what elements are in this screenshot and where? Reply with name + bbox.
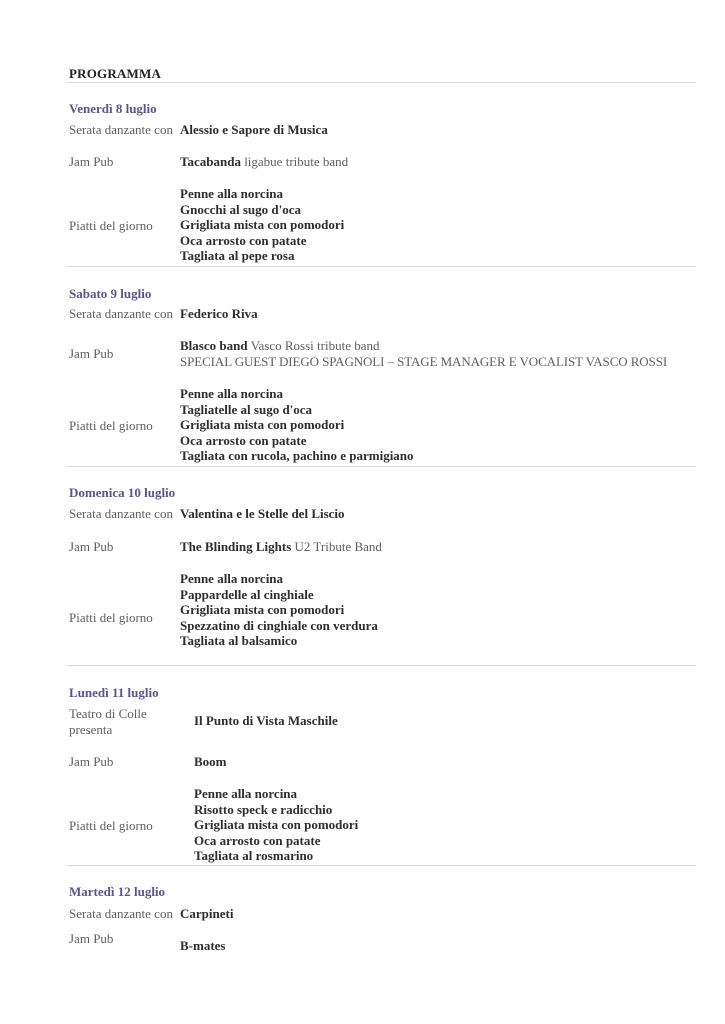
- day-4-pub-value: Boom: [194, 754, 227, 769]
- dish-item: Tagliata al rosmarino: [194, 848, 314, 864]
- day-1-date: Venerdì 8 luglio: [69, 101, 157, 116]
- day-4-theatre-label-line2: presenta: [69, 722, 113, 737]
- day-2-dance-value: Federico Riva: [180, 306, 258, 321]
- day-5-pub-value: B-mates: [180, 938, 226, 953]
- day-1-pub-label: Jam Pub: [69, 154, 114, 169]
- page-title: PROGRAMMA: [69, 66, 162, 81]
- day-1-pub-value: Tacabanda ligabue tribute band: [180, 154, 349, 169]
- day-5-dance-value: Carpineti: [180, 906, 234, 921]
- day-1-dance-label: Serata danzante con: [69, 122, 173, 137]
- dish-item: Penne alla norcina: [194, 786, 298, 801]
- dish-item: Grigliata mista con pomodori: [180, 217, 345, 233]
- day-1-dishes-label: Piatti del giorno: [69, 218, 153, 233]
- day-5-date: Martedì 12 luglio: [69, 884, 166, 899]
- day-5-pub-label: Jam Pub: [69, 931, 114, 946]
- dish-item: Risotto speck e radicchio: [194, 801, 333, 817]
- day-5-dance-label: Serata danzante con: [69, 906, 173, 921]
- dish-item: Penne alla norcina: [180, 386, 284, 401]
- day-3-dance-value: Valentina e le Stelle del Liscio: [180, 506, 345, 521]
- day-4-pub-label: Jam Pub: [69, 754, 114, 769]
- day-4-theatre-value: Il Punto di Vista Maschile: [194, 713, 338, 728]
- dish-item: Grigliata mista con pomodori: [180, 602, 345, 618]
- day-4-date: Lunedì 11 luglio: [69, 685, 159, 700]
- day-3-dance-label: Serata danzante con: [69, 506, 173, 521]
- day-3-rule: [67, 665, 696, 666]
- day-1-dance-value: Alessio e Sapore di Musica: [180, 122, 328, 137]
- day-2-pub-label: Jam Pub: [69, 346, 114, 361]
- day-2-pub-value: Blasco band Vasco Rossi tribute band: [180, 338, 380, 353]
- day-2-dishes-label: Piatti del giorno: [69, 418, 153, 433]
- day-2-rule: [67, 466, 696, 467]
- day-4-dishes: [194, 786, 358, 864]
- day-3-dishes: [180, 571, 378, 649]
- day-4-dishes-label: Piatti del giorno: [69, 818, 153, 833]
- day-2-dishes: [180, 386, 414, 464]
- day-2-date: Sabato 9 luglio: [69, 286, 152, 301]
- dish-item: Oca arrosto con patate: [180, 432, 307, 448]
- day-4-theatre-label-line1: Teatro di Colle: [69, 706, 147, 721]
- dish-item: Grigliata mista con pomodori: [194, 817, 359, 833]
- day-2-special-guest: SPECIAL GUEST DIEGO SPAGNOLI – STAGE MANAGER E VOCALIST VASCO ROSSI: [180, 354, 668, 369]
- dish-item: Grigliata mista con pomodori: [180, 417, 345, 433]
- dish-item: Pappardelle al cinghiale: [180, 586, 314, 602]
- dish-item: Spezzatino di cinghiale con verdura: [180, 617, 378, 633]
- dish-item: Tagliatelle al sugo d'oca: [180, 401, 313, 417]
- day-3-pub-value: The Blinding Lights U2 Tribute Band: [180, 539, 382, 554]
- dish-item: Penne alla norcina: [180, 186, 284, 201]
- day-4-theatre-label: [69, 706, 147, 738]
- day-1-dishes: [180, 186, 344, 264]
- dish-item: Tagliata al pepe rosa: [180, 248, 295, 264]
- day-3-pub-label: Jam Pub: [69, 539, 114, 554]
- title-rule: [67, 82, 696, 83]
- day-3-date: Domenica 10 luglio: [69, 485, 176, 500]
- dish-item: Oca arrosto con patate: [194, 832, 321, 848]
- dish-item: Oca arrosto con patate: [180, 232, 307, 248]
- dish-item: Gnocchi al sugo d'oca: [180, 201, 301, 217]
- day-1-rule: [67, 266, 696, 267]
- day-2-dance-label: Serata danzante con: [69, 306, 173, 321]
- day-4-rule: [67, 865, 696, 866]
- dish-item: Tagliata con rucola, pachino e parmigiano: [180, 448, 414, 464]
- dish-item: Penne alla norcina: [180, 571, 284, 586]
- day-3-dishes-label: Piatti del giorno: [69, 610, 153, 625]
- dish-item: Tagliata al balsamico: [180, 633, 298, 649]
